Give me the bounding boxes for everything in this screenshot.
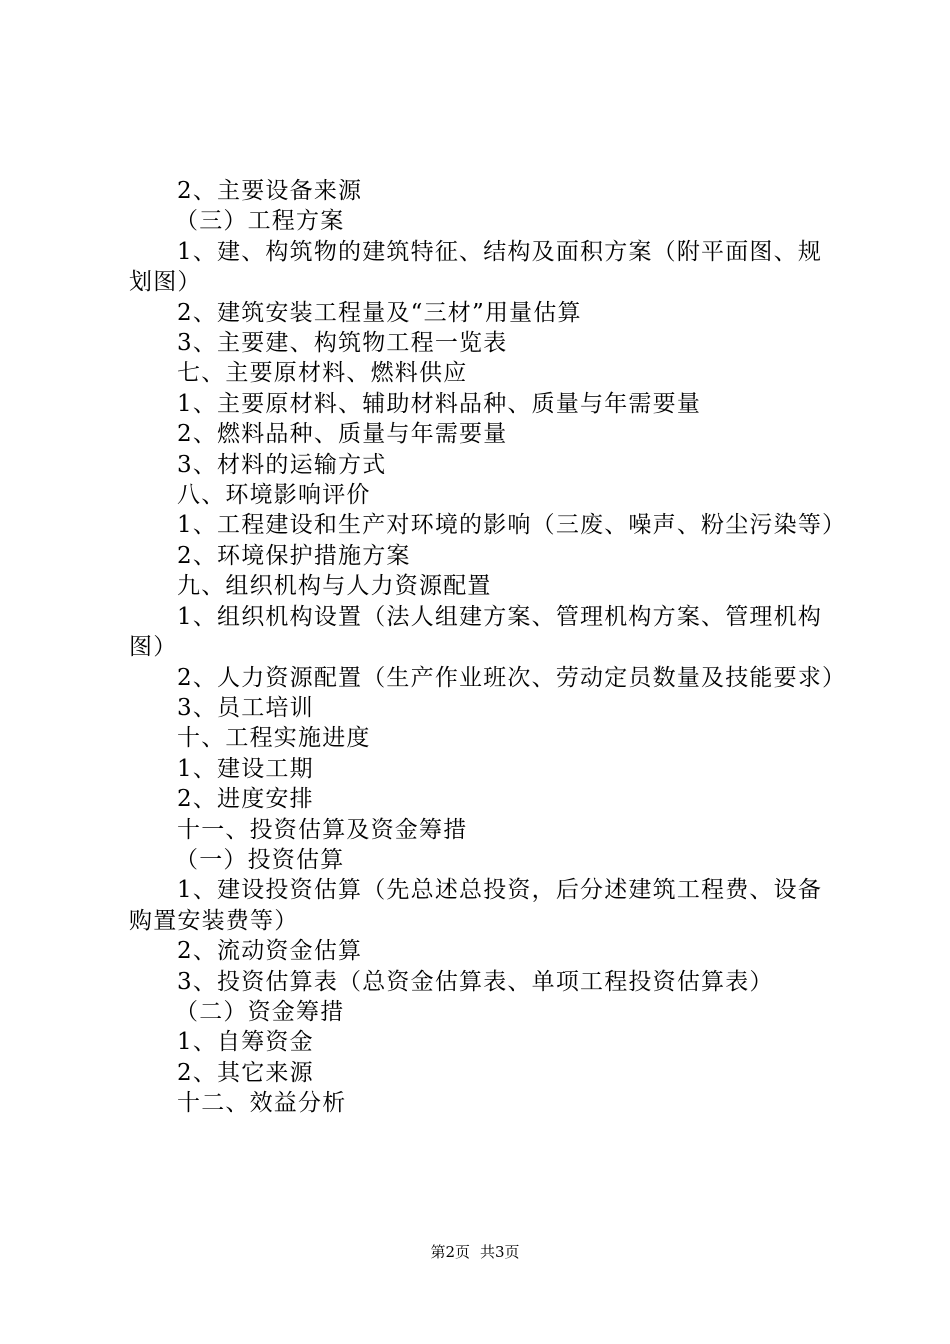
list-item: 2、其它来源 bbox=[177, 1059, 314, 1086]
document-body bbox=[129, 176, 847, 1119]
list-item: 2、环境保护措施方案 bbox=[177, 542, 411, 569]
page-total: 共3页 bbox=[480, 1243, 520, 1261]
list-item: 1、建、构筑物的建筑特征、结构及面积方案（附平面图、规划图） bbox=[129, 238, 823, 296]
list-item: 2、流动资金估算 bbox=[177, 938, 363, 965]
list-item: 3、投资估算表（总资金估算表、单项工程投资估算表） bbox=[177, 968, 774, 995]
list-item: 2、燃料品种、质量与年需要量 bbox=[177, 421, 508, 448]
section-heading: 十一、投资估算及资金筹措 bbox=[177, 816, 468, 843]
section-heading: 七、主要原材料、燃料供应 bbox=[177, 360, 468, 387]
list-item: 1、建设投资估算（先总述总投资，后分述建筑工程费、设备购置安装费等） bbox=[129, 877, 823, 934]
section-heading: （一）投资估算 bbox=[175, 846, 345, 873]
page-number: 第2页 bbox=[430, 1243, 470, 1261]
list-item: 1、主要原材料、辅助材料品种、质量与年需要量 bbox=[177, 390, 702, 417]
list-item: 1、工程建设和生产对环境的影响（三废、噪声、粉尘污染等） bbox=[177, 512, 847, 539]
page-footer bbox=[0, 1242, 950, 1262]
list-item: 1、组织机构设置（法人组建方案、管理机构方案、管理机构图） bbox=[129, 603, 823, 661]
section-heading: 九、组织机构与人力资源配置 bbox=[177, 573, 492, 600]
section-heading: 十、工程实施进度 bbox=[177, 725, 371, 752]
list-item: 3、主要建、构筑物工程一览表 bbox=[177, 330, 508, 357]
list-item: 3、材料的运输方式 bbox=[177, 451, 387, 478]
list-item: 2、主要设备来源 bbox=[177, 178, 363, 204]
list-item: 2、人力资源配置（生产作业班次、劳动定员数量及技能要求） bbox=[177, 664, 847, 691]
section-heading: 八、环境影响评价 bbox=[177, 482, 371, 509]
section-heading: （二）资金筹措 bbox=[175, 998, 345, 1025]
section-heading: 十二、效益分析 bbox=[177, 1090, 347, 1117]
list-item: 1、建设工期 bbox=[177, 755, 314, 782]
list-item: 2、进度安排 bbox=[177, 786, 314, 813]
list-item: 1、自筹资金 bbox=[177, 1029, 314, 1056]
list-item: 2、建筑安装工程量及“三材”用量估算 bbox=[177, 299, 582, 326]
list-item: 3、员工培训 bbox=[177, 694, 314, 721]
section-heading: （三）工程方案 bbox=[175, 208, 345, 235]
